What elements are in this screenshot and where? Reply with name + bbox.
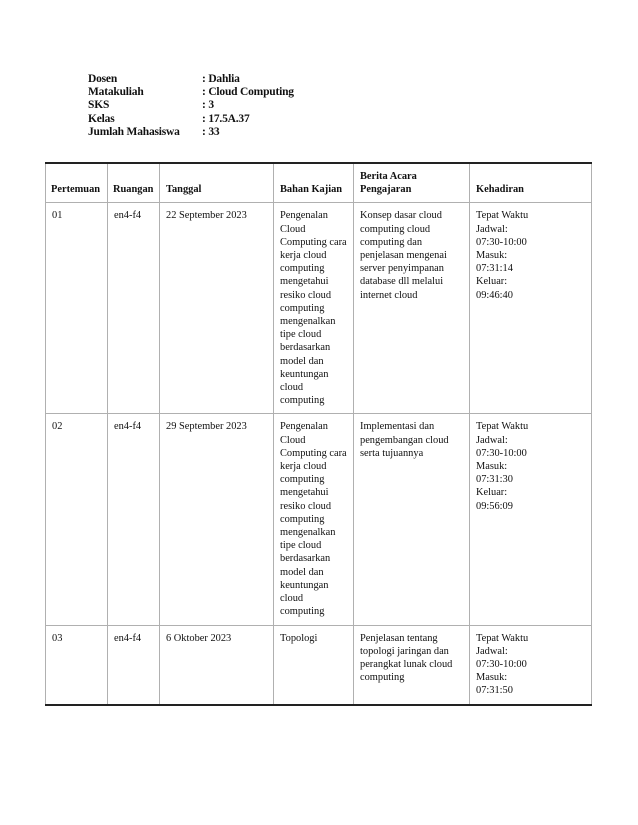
info-value: : 3 [202, 99, 214, 112]
table-row [46, 203, 592, 414]
info-label: SKS [88, 99, 110, 112]
cell-bahan-kajian: Pengenalan Cloud Computing cara kerja cloud computing mengetahui resiko cloud computing mengenalkan tipe cloud berdasarkan model dan keuntungan cloud computing [274, 414, 354, 625]
info-label: Matakuliah [88, 86, 144, 99]
cell-ruangan: en4-f4 [108, 203, 160, 414]
cell-pertemuan: 02 [46, 414, 108, 625]
header-kehadiran: Kehadiran [470, 163, 592, 203]
info-row-jumlah-mahasiswa [88, 126, 294, 139]
cell-kehadiran: Tepat Waktu Jadwal: 07:30-10:00 Masuk: 07:31:50 [470, 625, 592, 705]
info-value: : 17.5A.37 [202, 113, 250, 126]
info-row-sks [88, 99, 294, 112]
cell-bahan-kajian: Topologi [274, 625, 354, 705]
header-pertemuan: Pertemuan [46, 163, 108, 203]
cell-ruangan: en4-f4 [108, 414, 160, 625]
info-row-kelas [88, 113, 294, 126]
cell-tanggal: 6 Oktober 2023 [160, 625, 274, 705]
info-value: : Dahlia [202, 73, 240, 86]
table-row [46, 414, 592, 625]
cell-kehadiran: Tepat Waktu Jadwal: 07:30-10:00 Masuk: 07:31:30 Keluar: 09:56:09 [470, 414, 592, 625]
info-label: Kelas [88, 112, 115, 125]
header-tanggal: Tanggal [160, 163, 274, 203]
info-label: Jumlah Mahasiswa [88, 125, 180, 138]
cell-berita-acara: Implementasi dan pengembangan cloud serta tujuannya [354, 414, 470, 625]
info-label: Dosen [88, 73, 118, 85]
header-berita-acara: Berita Acara Pengajaran [354, 163, 470, 203]
cell-ruangan: en4-f4 [108, 625, 160, 705]
cell-kehadiran: Tepat Waktu Jadwal: 07:30-10:00 Masuk: 07:31:14 Keluar: 09:46:40 [470, 203, 592, 414]
cell-pertemuan: 01 [46, 203, 108, 414]
info-row-dosen [88, 73, 294, 86]
cell-tanggal: 22 September 2023 [160, 203, 274, 414]
header-ruangan: Ruangan [108, 163, 160, 203]
info-value: : 33 [202, 126, 219, 139]
header-bahan-kajian: Bahan Kajian [274, 163, 354, 203]
table-row [46, 625, 592, 705]
table-header-row [46, 163, 592, 203]
cell-berita-acara: Konsep dasar cloud computing cloud computing dan penjelasan mengenai server penyimpanan database dll melalui internet cloud [354, 203, 470, 414]
info-row-matakuliah [88, 86, 294, 99]
meeting-journal-table [45, 162, 592, 706]
cell-tanggal: 29 September 2023 [160, 414, 274, 625]
course-info [88, 73, 294, 139]
cell-pertemuan: 03 [46, 625, 108, 705]
cell-bahan-kajian: Pengenalan Cloud Computing cara kerja cloud computing mengetahui resiko cloud computing mengenalkan tipe cloud berdasarkan model dan keuntungan cloud computing [274, 203, 354, 414]
cell-berita-acara: Penjelasan tentang topologi jaringan dan perangkat lunak cloud computing [354, 625, 470, 705]
info-value: : Cloud Computing [202, 86, 294, 99]
